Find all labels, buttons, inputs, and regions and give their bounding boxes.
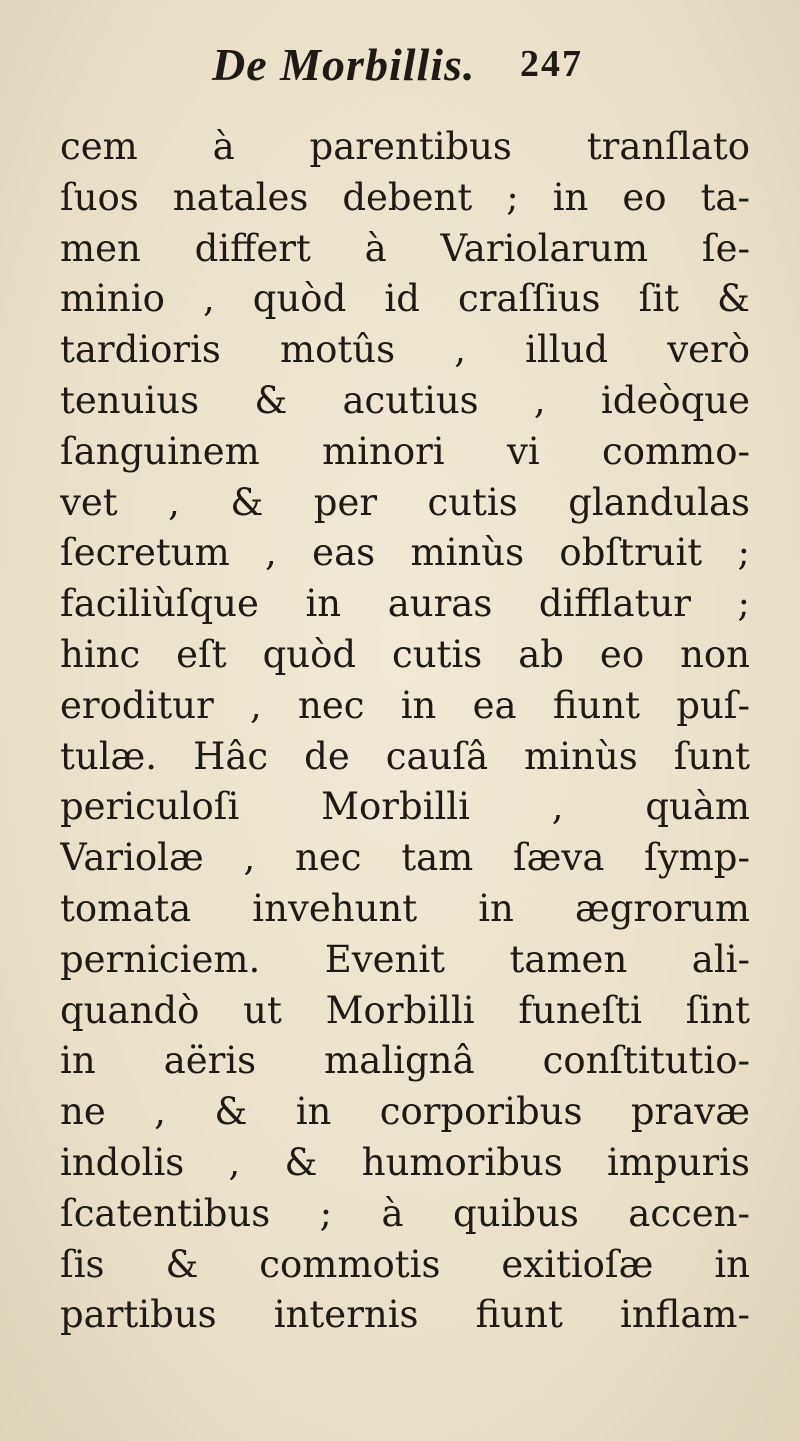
- text-line: tardioris motûs , illud verò: [60, 328, 750, 372]
- text-line: faciliùſque in auras difflatur ;: [60, 582, 750, 626]
- text-line: ſecretum , eas minùs obſtruit ;: [60, 531, 750, 575]
- text-line: quandò ut Morbilli funeſti ſint: [60, 988, 750, 1032]
- text-line: ne , & in corporibus pravæ: [60, 1090, 750, 1134]
- text-line: tenuius & acutius , ideòque: [60, 378, 750, 422]
- text-line: periculoſi Morbilli , quàm: [60, 785, 750, 829]
- text-line: ſis & commotis exitioſæ in: [60, 1242, 750, 1286]
- text-line: ſcatentibus ; à quibus accen-: [60, 1191, 750, 1235]
- text-line: tomata invehunt in ægrorum: [60, 886, 750, 930]
- text-line: vet , & per cutis glandulas: [60, 480, 750, 524]
- text-line: eroditur , nec in ea fiunt puſ-: [60, 683, 750, 727]
- text-line: indolis , & humoribus impuris: [60, 1140, 750, 1184]
- text-line: cem à parentibus tranſlato: [60, 125, 750, 168]
- page-number: 247: [520, 43, 583, 85]
- text-line: ſanguinem minori vi commo-: [60, 429, 750, 473]
- text-line: hinc eſt quòd cutis ab eo non: [60, 632, 750, 676]
- text-line: ſuos natales debent ; in eo ta-: [60, 175, 750, 219]
- page-header: [0, 38, 800, 98]
- text-line: tulæ. Hâc de cauſâ minùs ſunt: [60, 734, 750, 778]
- text-line: partibus internis fiunt inflam-: [60, 1293, 750, 1337]
- text-line: men differt à Variolarum ſe-: [60, 226, 750, 270]
- text-line: Variolæ , nec tam ſæva ſymp-: [60, 836, 750, 880]
- text-line: minio , quòd id craſſius ſit &: [60, 277, 750, 321]
- text-line: in aëris malignâ conſtitutio-: [60, 1039, 750, 1083]
- running-title: De Morbillis.: [212, 39, 476, 90]
- body-text: [60, 122, 750, 1341]
- text-line: perniciem. Evenit tamen ali-: [60, 937, 750, 981]
